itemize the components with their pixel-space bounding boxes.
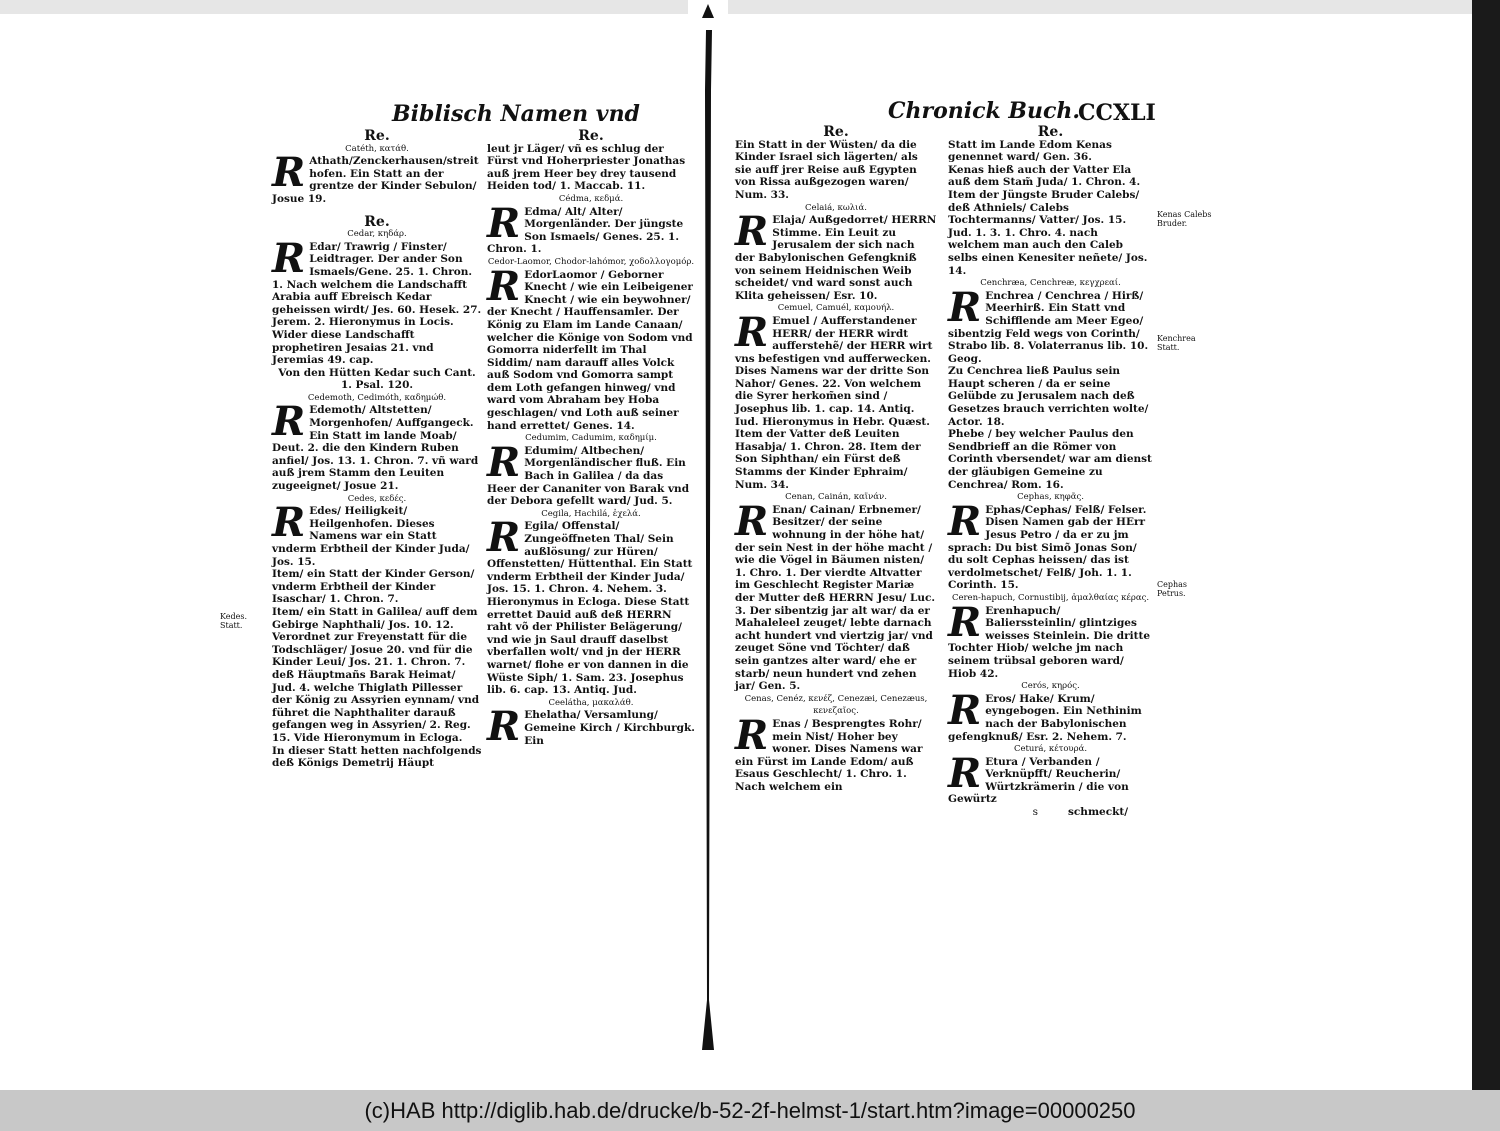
entry-block	[487, 703, 695, 751]
catchword: schmeckt/	[1068, 806, 1129, 819]
margin-note: Kedes. Statt.	[220, 612, 247, 630]
entry-block	[272, 499, 482, 568]
entry-text: leut jr Läger/ vñ es schlug der Fürst vnd Hoherpriester Jonathas auß jrem Heer bey drey tausend Heiden tod/ 1. Maccab. 11.	[487, 142, 686, 193]
entry-text: In dieser Statt hetten nachfolgends deß Königs Demetrij Häupt	[272, 744, 482, 770]
entry-text: Ehelatha/ Versamlung/ Gemeine Kirch / Kirchburgk. Ein	[524, 709, 695, 747]
entry-subhead: Ceturá, κέτουρά.	[1013, 744, 1088, 755]
entry-text: Statt im Lande Edom Kenas genennet ward/ Gen. 36.	[948, 138, 1112, 164]
entry-subhead: Ceren-hapuch, Cornustibij, ἀμαλθαίας κέρας.	[951, 592, 1150, 603]
entry-text: Edes/ Heiligkeit/ Heilgenhofen. Dieses Namens war ein Statt vnderm Erbtheil der Kinder Juda/ Jos. 15.	[272, 505, 470, 568]
entry-subhead: Cedemoth, Cedimóth, καδημώθ.	[307, 392, 447, 403]
entry-subhead: Ceelátha, μακαλάθ.	[548, 697, 634, 708]
entry-text: Edemoth/ Altstetten/ Morgenhofen/ Auffgangeck. Ein Statt im lande Moab/ Deut. 2. die den Kindern Ruben anfiel/ Jos. 13. 1. Chron. 7. vñ ward auß jrem Stamm den Leuiten zugeeignet/ Josue 21.	[272, 404, 479, 493]
folio-number: CCXLI	[1078, 100, 1156, 126]
left-column-2	[487, 128, 695, 751]
section-head: Re.	[578, 128, 604, 144]
initial-letter: R	[948, 283, 982, 331]
section-head: Re.	[823, 124, 849, 140]
entry-subhead: Cephas, κηφᾶς.	[1017, 492, 1084, 503]
catchword-line	[948, 806, 1153, 819]
entry-text: Ephas/Cephas/ Felß/ Felser. Disen Namen gab der HErr Jesus Petro / da er zu jm sprach: Du bist Simõ Jonas Son/ du solt Cephas heissen/ das ist verdolmetschet/ Felß/ Joh. 1. 1. Corinth. 15.	[948, 503, 1147, 592]
initial-letter: R	[487, 199, 521, 247]
section-head: Re.	[364, 213, 390, 230]
initial-letter: R	[487, 438, 521, 486]
top-edge	[0, 0, 1500, 14]
running-head-right: Chronick Buch.	[888, 98, 1081, 124]
entry-subhead: Cegila, Hachilá, ἐχελά.	[541, 508, 641, 519]
section-head: Re.	[364, 128, 390, 144]
initial-letter: R	[487, 262, 521, 310]
entry-text: Etura / Verbanden / Verknüpfft/ Reucherin/ Würtzkrämerin / die von Gewürtz	[948, 755, 1129, 806]
entry-subhead: Cemuel, Camuél, καμουήλ.	[777, 303, 895, 314]
margin-note: Cephas Petrus.	[1157, 580, 1188, 598]
initial-letter: R	[735, 308, 769, 356]
entry-subhead: Catéth, κατάθ.	[345, 143, 409, 154]
entry-text: Erenhapuch/ Balierssteinlin/ glintziges weisses Steinlein. Die dritte Tochter Hiob/ welche jm nach seinem trübsal geboren ward/ Hiob 42.	[948, 604, 1151, 680]
initial-letter: R	[948, 749, 982, 797]
right-edge	[1472, 0, 1500, 1090]
right-column-2	[948, 126, 1153, 819]
entry-text: Von den Hütten Kedar such Cant. 1. Psal. 120.	[278, 366, 476, 392]
entry-subhead: Cenas, Cenéz, κενέζ, Cenezæi, Cenezæus, κενεζαῖος.	[744, 693, 928, 717]
entry-text: Item der Jüngste Bruder Calebs/ deß Athniels/ Calebs Tochtermanns/ Vatter/ Jos. 15. Jud. 1. 3. 1. Chro. 4. nach welchem man auch den Caleb selbs einen Kenesiter neñete/ Jos. 14.	[948, 188, 1148, 277]
running-head-left: Biblisch Namen vnd	[392, 101, 640, 127]
entry-block	[487, 262, 695, 433]
initial-letter: R	[735, 711, 769, 759]
entry-subhead: Cenan, Cainán, καϊνάν.	[785, 492, 887, 503]
entry-subhead: Cédma, κεδμά.	[558, 193, 624, 204]
entry-subhead: Cedor-Laomor, Chodor-lahómor, χοδολλογομόρ.	[487, 256, 695, 267]
margin-note: Kenchrea Statt.	[1157, 334, 1196, 352]
entry-subhead: Cenchræa, Cenchreæ, κεγχρεαί.	[980, 278, 1121, 289]
section-head: Re.	[1037, 124, 1064, 140]
entry-text: Zu Cenchrea ließ Paulus sein Haupt scheren / da er seine Gelübde zu Jerusalem nach deß Gesetzes brauch verrichten wolte/ Actor. 18.	[948, 365, 1149, 428]
entry-text: Item/ ein Statt der Kinder Gerson/ vnderm Erbtheil der Kinder Isaschar/ 1. Chron. 7.	[272, 568, 475, 606]
entry-block	[272, 398, 482, 493]
initial-letter: R	[272, 398, 306, 446]
entry-text: Enan/ Cainan/ Erbnemer/ Besitzer/ der seine wohnung in der höhe hat/ der sein Nest in der höhe macht / wie die Vögel in Bäumen nisten/ 1. Chro. 1. Der vierdte Altvatter im Geschlecht Register Mariæ der Mutter deß HERRN Jesu/ Luc. 3. Der sibentzig jar alt war/ da er Mahaleleel zeuget/ lebte darnach acht hundert vnd viertzig jar/ vnd zeuget Söne vnd Töchter/ daß sein gantzes alter ward/ ehe er starb/ neun hundert vnd zehen jar/ Gen. 5.	[735, 503, 936, 693]
left-column-1	[272, 130, 482, 770]
initial-letter: R	[272, 499, 306, 547]
initial-letter: R	[948, 598, 982, 646]
entry-text: Item/ ein Statt in Galilea/ auff dem Gebirge Naphthali/ Jos. 10. 12. Verordnet zur Freyenstatt für die Todschläger/ Josue 20. vnd für die Kinder Leui/ Jos. 21. 1. Chron. 7. deß Häuptmañs Barak Heimat/ Jud. 4. welche Thiglath Pillesser der König zu Assyrien eynnam/ vnd führet die Naphthaliter darauß gefangen weg in Assyrien/ 2. Reg. 15. Vide Hieronymum in Ecloga.	[272, 605, 480, 744]
entry-text: Emuel / Aufferstandener HERR/ der HERR wirdt aufferstehẽ/ der HERR wirt vns befestigen vnd aufferwecken. Dises Namens war der dritte Son Nahor/ Genes. 22. Von welchem die Syrer herkom̃en sind / Josephus lib. 1. cap. 14. Antiq. Iud. Hieronymus in Hebr. Quæst.	[735, 314, 933, 428]
entry-text: Eros/ Hake/ Krum/ eyngebogen. Ein Nethinim nach der Babylonischen gefengknuß/ Esr. 2. Nehem. 7.	[948, 692, 1142, 743]
entry-block	[735, 208, 937, 302]
entry-subhead: Cedumim, Cadumim, καδημίμ.	[525, 433, 657, 444]
copyright-banner: (c)HAB http://diglib.hab.de/drucke/b-52-2f-helmst-1/start.htm?image=00000250	[0, 1090, 1500, 1131]
entry-text: Enchrea / Cenchrea / Hirß/ Meerhirß. Ein Statt vnd Schifflende am Meer Egeo/ sibentzig Feld wegs von Corinth/ Strabo lib. 8. Volaterranus lib. 10. Geog.	[948, 289, 1149, 365]
entry-text: Egila/ Offenstal/ Zungeöffneten Thal/ Sein außlösung/ zur Hüren/ Offenstetten/ Hüttenthal. Ein Statt vnderm Erbtheil der Kinder Juda/ Jos. 15. 1. Chron. 4. Nehem. 3. Hieronymus in Ecloga. Diese Statt errettet Dauid auß deß HERRN raht võ der Philister Belägerung/ vnd wie jn Saul drauff daselbst vberfallen wolt/ vnd jn der HERR warnet/ flohe er von dannen in die Wüste Siph/ 1. Sam. 23. Josephus lib. 6. cap. 13. Antiq. Jud.	[487, 520, 693, 697]
right-column-1	[735, 126, 937, 793]
initial-letter: R	[735, 497, 769, 545]
entry-text: Ein Statt in der Wüsten/ da die Kinder Israel sich lägerten/ als sie auff jrer Reise auß Egypten von Rissa außgezogen waren/ Num. 33.	[735, 138, 918, 201]
entry-block	[948, 598, 1153, 681]
initial-letter: R	[487, 514, 521, 562]
entry-text: Phebe / bey welcher Paulus den Sendbrieff an die Römer von Corinth vbersendet/ war am dienst der gläubigen Gemeine zu Cenchrea/ Rom. 16.	[948, 428, 1152, 491]
entry-block	[272, 149, 482, 205]
entry-text: Edar/ Trawrig / Finster/ Leidtrager. Der ander Son Ismaels/Gene. 25. 1. Chron. 1. Nach welchem die Landschafft Arabia auff Ebreisch Kedar geheissen wirdt/ Jes. 60. Hesek. 27. Jerem. 2. Hieronymus in Locis. Wider diese Landschafft prophetiren Jesaias 21. vnd Jeremias 49. cap.	[272, 240, 482, 367]
entry-text: Athath/Zenckerhausen/streit hofen. Ein Statt an der grentze der Kinder Sebulon/ Josue 19.	[272, 155, 479, 205]
entry-subhead: Celaiá, κωλιά.	[805, 202, 867, 213]
entry-text: Edma/ Alt/ Alter/ Morgenländer. Der jüngste Son Ismaels/ Genes. 25. 1. Chron. 1.	[487, 205, 684, 256]
entry-subhead: Cedar, κηδάρ.	[347, 229, 407, 240]
entry-text: Kenas hieß auch der Vatter Ela auß dem Stam̃ Juda/ 1. Chron. 4.	[948, 163, 1141, 189]
entry-text: Elaja/ Außgedorret/ HERRN Stimme. Ein Leuit zu Jerusalem der sich nach der Babylonischen Gefengkniß von seinem Heidnischen Weib scheidet/ vnd ward sonst auch Klita geheissen/ Esr. 10.	[735, 214, 937, 302]
entry-text: Item der Vatter deß Leuiten Hasabja/ 1. Chron. 28. Item der Son Siphthan/ ein Fürst deß Stamms der Kinder Ephraim/ Num. 34.	[735, 428, 921, 491]
entry-block	[487, 199, 695, 256]
entry-text: Enas / Besprengtes Rohr/ mein Nist/ Hoher bey woner. Dises Namens war ein Fürst im Lande Edom/ auß Esaus Geschlecht/ 1. Chro. 1. Nach welchem ein	[735, 717, 923, 793]
initial-letter: R	[948, 686, 982, 734]
initial-letter: R	[272, 149, 306, 197]
entry-block	[487, 514, 695, 697]
margin-note: Kenas Calebs Bruder.	[1157, 210, 1212, 228]
initial-letter: R	[272, 234, 306, 282]
entry-subhead: Cerós, κηρός.	[1021, 681, 1080, 692]
entry-text: EdorLaomor / Geborner Knecht / wie ein Leibeigener Knecht / wie ein beywohner/ der Knecht / Hauffensamler. Der König zu Elam im Lande Canaan/ welcher die Könige von Sodom vnd Gomorra niderfellt im Thal Siddim/ nam darauff alles Volck auß Sodom vnd Gomorra sampt dem Loth gefangen hinweg/ vnd ward vom Abraham bey Hoba geschlagen/ vnd Loth auß seiner hand errettet/ Genes. 14.	[487, 268, 693, 432]
signature-mark: s	[1032, 806, 1038, 819]
initial-letter: R	[487, 703, 521, 751]
initial-letter: R	[735, 208, 769, 256]
entry-subhead: Cedes, κεδές.	[347, 493, 407, 504]
entry-block	[735, 711, 937, 794]
initial-letter: R	[948, 497, 982, 545]
entry-text: Edumim/ Altbechen/ Morgenländischer fluß. Ein Bach in Galilea / da das Heer der Cananiter von Barak vnd der Debora gefellt ward/ Jud. 5.	[487, 444, 690, 508]
